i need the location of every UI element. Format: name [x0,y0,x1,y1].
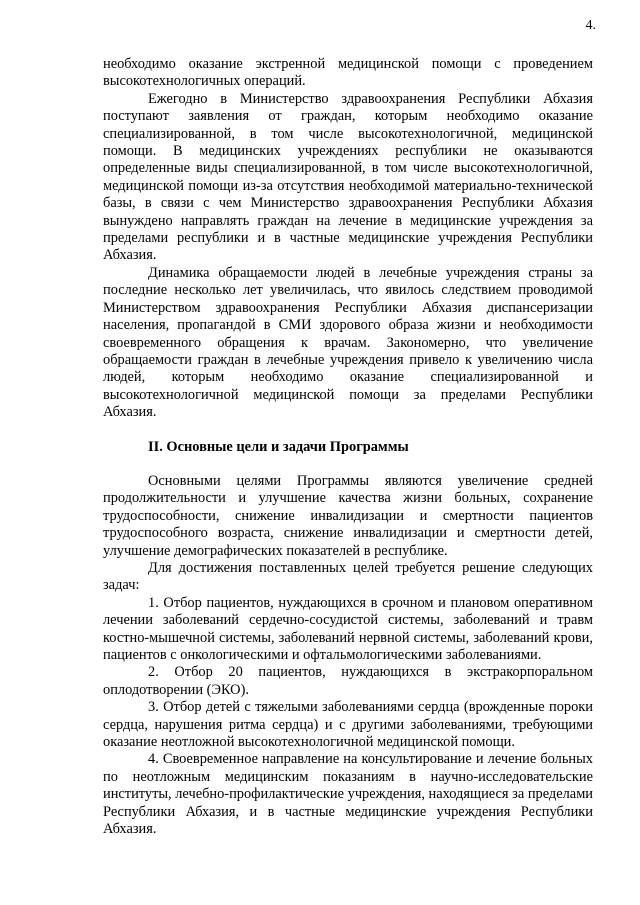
paragraph: необходимо оказание экстренной медицинской помощи с проведением высокотехнологичных операций. [103,56,593,90]
list-item: 3. Отбор детей с тяжелыми заболеваниями сердца (врожденные пороки сердца, нарушения ритма сердца) и с другими заболеваниями, требующими оказание неотложной высокотехнологичной медицинской помощи. [103,699,593,751]
list-item: 4. Своевременное направление на консультирование и лечение больных по неотложным медицинским показаниям в научно-исследовательские институты, лечебно-профилактические учреждения, находящиеся за пределами Республики Абхазия, и в частные медицинские учреждения Республики Абхазия. [103,751,593,838]
paragraph: Основными целями Программы являются увеличение средней продолжительности и улучшение качества жизни больных, сохранение трудоспособности, снижение инвалидизации и смертности пациентов трудоспособного возраста, снижение инвалидизации и смертности детей, улучшение демографических показателей в республике. [103,472,593,559]
list-item: 2. Отбор 20 пациентов, нуждающихся в экстракорпоральном оплодотворении (ЭКО). [103,664,593,698]
list-item: 1. Отбор пациентов, нуждающихся в срочном и плановом оперативном лечении заболеваний сердечно-сосудистой системы, заболеваний и травм костно-мышечной системы, заболеваний нервной системы, заболеваний крови, пациентов с онкологическими и офтальмологическими заболеваниями. [103,594,593,663]
document-body [103,56,593,838]
paragraph: Для достижения поставленных целей требуется решение следующих задач: [103,559,593,594]
page-number: 4. [585,18,596,33]
paragraph: Динамика обращаемости людей в лечебные учреждения страны за последние несколько лет увеличилась, что явилось следствием проводимой Министерством здравоохранения Республики Абхазия диспансеризации населения, пропагандой в СМИ здорового образа жизни и необходимости своевременного обращения к врачам. Закономерно, что увеличение обращаемости граждан в лечебные учреждения привело к увеличению числа людей, которым необходимо оказание специализированной и высокотехнологичной медицинской помощи за пределами Республики Абхазия. [103,264,593,421]
paragraph: Ежегодно в Министерство здравоохранения Республики Абхазия поступают заявления от граждан, которым необходимо оказание специализированной, в том числе высокотехнологичной, медицинской помощи. В медицинских учреждениях республики не оказываются определенные виды специализированной, в том числе высокотехнологичной, медицинской помощи из-за отсутствия необходимой материально-технической базы, в связи с чем Министерство здравоохранения Республики Абхазия вынуждено направлять граждан на лечение в медицинские учреждения за пределами республики и в частные медицинские учреждения Республики Абхазия. [103,90,593,264]
section-heading: II. Основные цели и задачи Программы [148,438,409,455]
